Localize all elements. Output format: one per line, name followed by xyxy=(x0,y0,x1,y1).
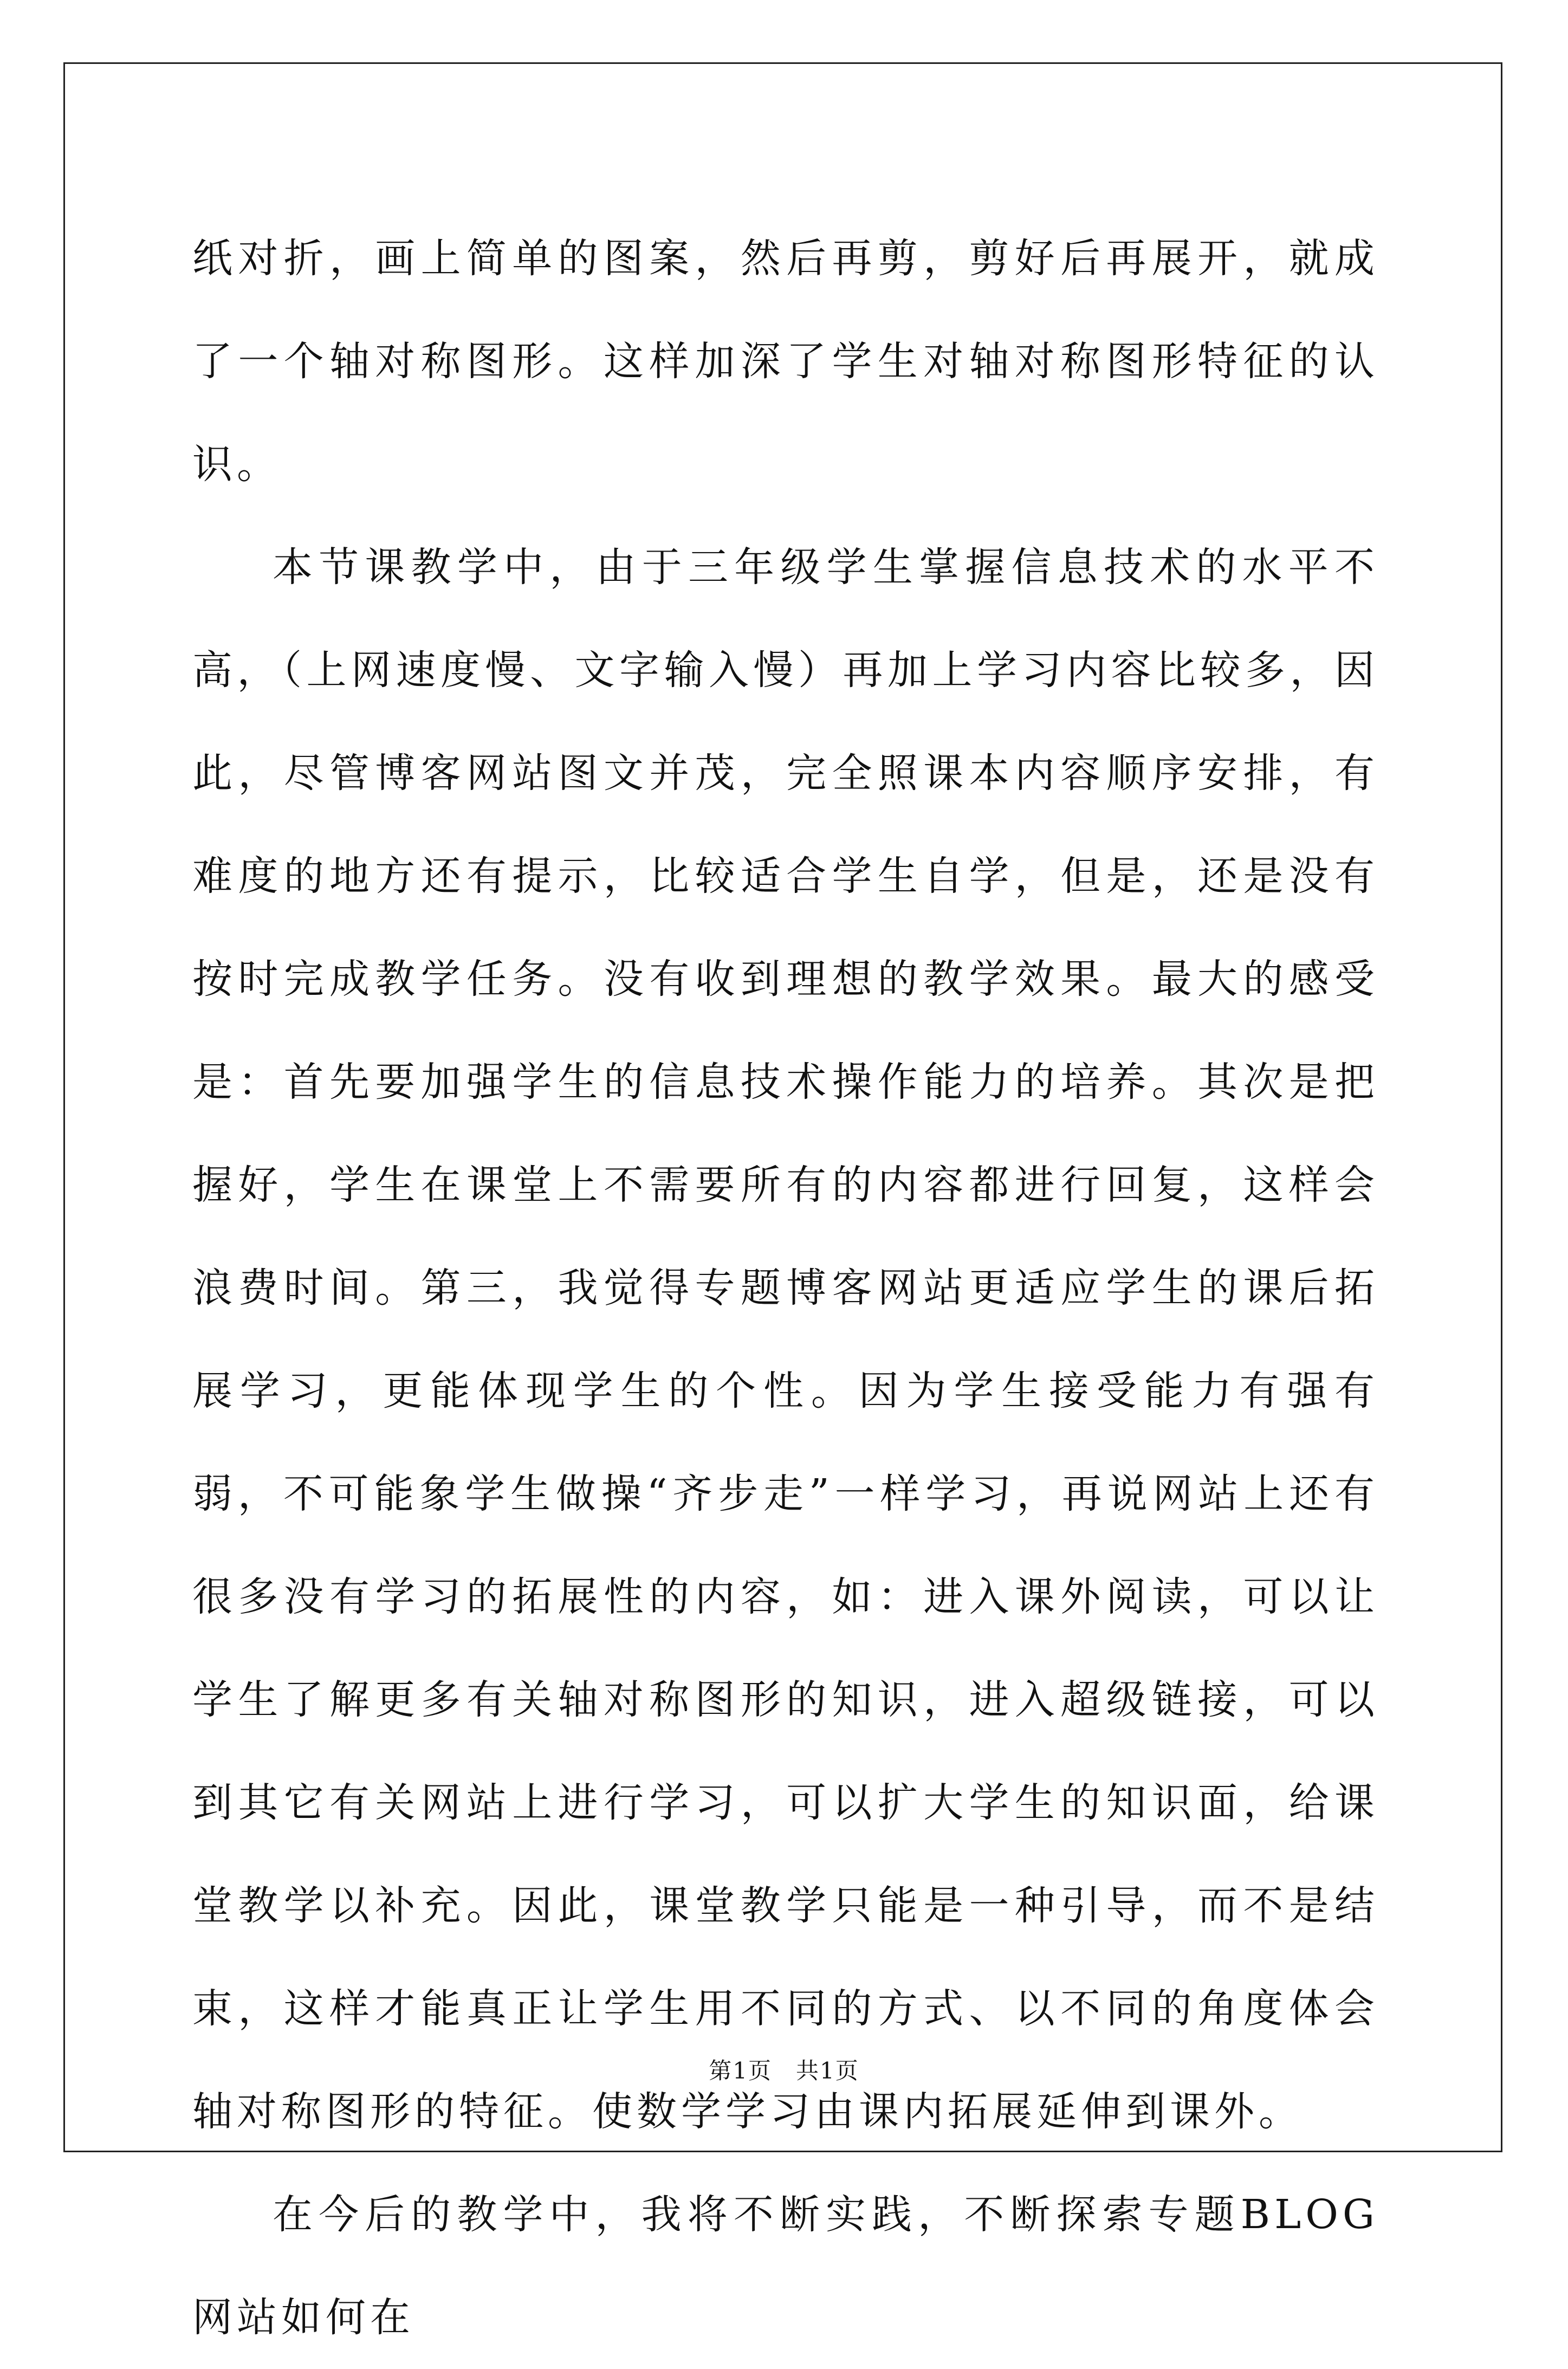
page-number-footer: 第1页 共1页 xyxy=(709,2057,859,2084)
paragraph-3: 在今后的教学中，我将不断实践，不断探索专题BLOG网站如何在 xyxy=(192,2191,1379,2341)
document-body xyxy=(192,207,1379,2369)
paragraph-2: 本节课教学中，由于三年级学生掌握信息技术的水平不高，（上网速度慢、文字输入慢）再加上学习内容比较多，因此，尽管博客网站图文并茂，完全照课本内容顺序安排，有难度的地方还有提示，比较适合学生自学，但是，还是没有按时完成教学任务。没有收到理想的教学效果。最大的感受是：首先要加强学生的信息技术操作能力的培养。其次是把握好，学生在课堂上不需要所有的内容都进行回复，这样会浪费时间。第三，我觉得专题博客网站更适应学生的课后拓展学习，更能体现学生的个性。因为学生接受能力有强有弱，不可能象学生做操“齐步走”一样学习，再说网站上还有很多没有学习的拓展性的内容，如：进入课外阅读，可以让学生了解更多有关轴对称图形的知识，进入超级链接，可以到其它有关网站上进行学习，可以扩大学生的知识面，给课堂教学以补充。因此，课堂教学只能是一种引导，而不是结束，这样才能真正让学生用不同的方式、以不同的角度体会轴对称图形的特征。使数学学习由课内拓展延伸到课外。 xyxy=(192,544,1379,2135)
paragraph-1: 纸对折，画上简单的图案，然后再剪，剪好后再展开，就成了一个轴对称图形。这样加深了学生对轴对称图形特征的认识。 xyxy=(192,235,1379,488)
